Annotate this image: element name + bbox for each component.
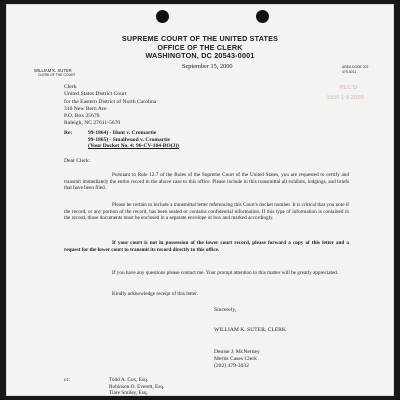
letterhead-address: WASHINGTON, DC 20543-0001 bbox=[145, 51, 255, 60]
letterhead-clerk bbox=[34, 68, 76, 78]
recipient-line: Clerk bbox=[64, 84, 77, 90]
cc-recipient: Robinson O. Everett, Esq. bbox=[109, 383, 165, 390]
body-paragraph-2: Please be certain to include a transmittal letter referencing this Court's docket number. It is critical that you note if the record, or any portion of the record, has been sealed or contains confidential information. If this type of information is contained in the record, those documents must be enclosed in a separate envelope or box and marked accordingly. bbox=[64, 202, 349, 222]
deputy-name: Denise J. McNerney bbox=[214, 349, 260, 355]
cc-recipient: Todd A. Cox, Esq. bbox=[109, 377, 149, 383]
letterhead-clerk-name: WILLIAM K. SUTER bbox=[34, 68, 72, 73]
letter-page bbox=[6, 4, 394, 396]
letterhead bbox=[7, 35, 393, 61]
salutation: Dear Clerk: bbox=[64, 158, 91, 164]
body-paragraph-1: Pursuant to Rule 12.7 of the Rules of the Supreme Court of the United States, you are requested to certify and transmit immediately the entire record in the above case to this office. Please include in this transmittal all exhibits, lodgings, and briefs that have been filed. bbox=[64, 172, 349, 192]
reference-case-1: 99-1864) - Hunt v. Cromartie bbox=[88, 130, 157, 136]
letter-date: September 15, 2000 bbox=[182, 63, 233, 70]
letterhead-phone-number: 479-3011 bbox=[342, 69, 357, 74]
closing-sincerely: Sincerely, bbox=[214, 307, 237, 313]
received-stamp-label: REC'D bbox=[339, 85, 358, 91]
cc-label: cc: bbox=[64, 377, 71, 383]
reference-case-2: 99-1865) - Smallwood v. Cromartie bbox=[88, 136, 170, 143]
reference-label: Re: bbox=[64, 130, 73, 136]
letterhead-area-code: AREA CODE 202 bbox=[342, 65, 369, 69]
body-paragraph-3: If your court is not in possession of the lower court record, please forward a copy of this letter and a request for the lower court to transmit its record directly to this office. bbox=[64, 240, 349, 253]
closing-clerk-name: WILLIAM K. SUTER, CLERK bbox=[214, 327, 286, 333]
reference-docket: (Your Docket No. 4: 96-CV-104-BO(3)) bbox=[88, 143, 179, 150]
received-stamp bbox=[325, 79, 375, 121]
recipient-line: Raleigh, NC 27611-5670 bbox=[64, 120, 121, 127]
punch-hole-left bbox=[156, 10, 169, 23]
recipient-line: for the Eastern District of North Carolina bbox=[64, 98, 157, 105]
punch-hole-right bbox=[256, 10, 269, 23]
recipient-line: P.O. Box 25670 bbox=[64, 113, 100, 120]
body-paragraph-5: Kindly acknowledge receipt of this letter. bbox=[112, 291, 198, 297]
recipient-line: United States District Court bbox=[64, 91, 127, 98]
letterhead-clerk-title: CLERK OF THE COURT bbox=[38, 73, 76, 77]
deputy-signature-block bbox=[214, 349, 260, 370]
recipient-address bbox=[64, 84, 156, 128]
letterhead-court-name: SUPREME COURT OF THE UNITED STATES bbox=[121, 34, 279, 43]
cc-recipient: Tiare Smiley, Esq. bbox=[109, 390, 148, 397]
deputy-title: Merits Cases Clerk bbox=[214, 356, 257, 362]
letterhead-office: OFFICE OF THE CLERK bbox=[157, 42, 243, 52]
letterhead-phone bbox=[342, 65, 368, 74]
cc-list bbox=[109, 377, 164, 397]
deputy-phone: (202) 479-3032 bbox=[214, 363, 249, 369]
received-stamp-date: SEP 1 8 2000 bbox=[327, 95, 364, 101]
body-paragraph-4: If you have any questions please contact me. Your prompt attention to this matter will be greatly appreciated. bbox=[112, 270, 339, 276]
recipient-line: 310 New Bern Ave bbox=[64, 105, 107, 112]
